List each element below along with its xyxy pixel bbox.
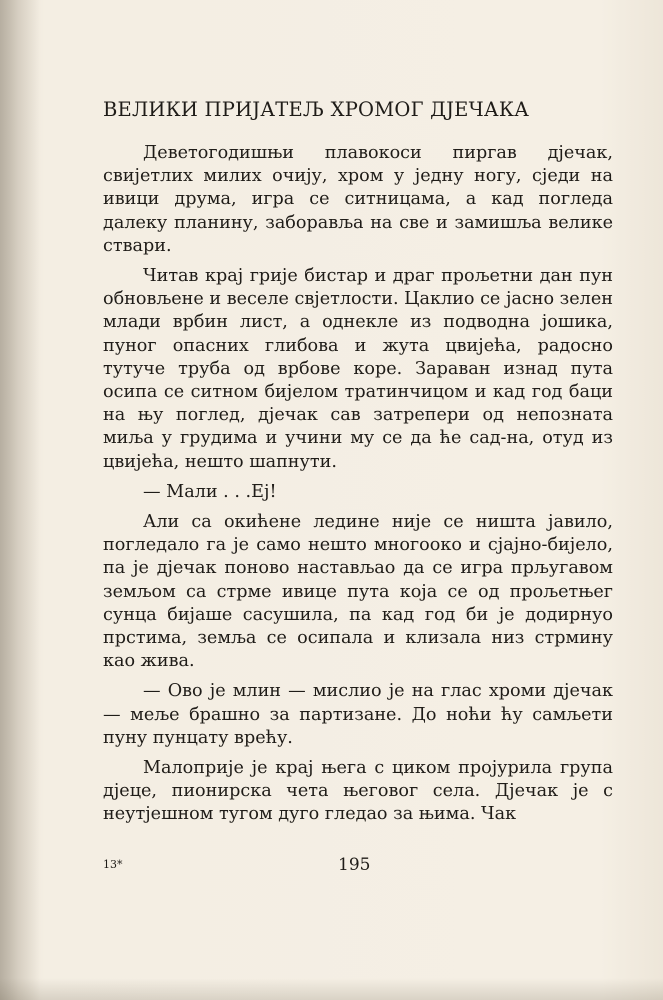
- signature-mark: 13*: [103, 858, 123, 871]
- dialogue-line: — Ово је млин — мислио је на глас хроми дјечак — меље брашно за партизане. До ноћи ћу самљети пуну пунцату врећу.: [103, 681, 613, 748]
- spine-shadow: [0, 0, 40, 1000]
- dialogue-line: — Мали . . .Ej!: [143, 481, 277, 502]
- paragraph: Читав крај грије бистар и драг прољетни дан пун обновљене и веселе свјетлости. Цаклио се јасно зелен млади врбин лист, а однекле из подводна јошика, пуног опасних глибова и жута цвијећа, радосно тутуче труба од врбове коре. Зараван изнад пута осипа се ситном бијелом тратинчицом и кад год баци на њу поглед, дјечак сав затрепери од непозната миља у грудима и учини му се да ће сад-на, отуд из цвијећа, нешто шапнути.: [103, 266, 613, 472]
- paragraph: Деветогодишњи плавокоси пиргав дјечак, свијетлих милих очију, хром у једну ногу, сједи на ивици друма, игра се ситницама, а кад погледа далеку планину, заборавља на све и замишља велике ствари.: [103, 143, 613, 256]
- chapter-body: [103, 142, 613, 834]
- page-bottom-edge: [0, 978, 663, 1000]
- paragraph: Малоприје је крај њега с циком пројурила група дјеце, пионирска чета његовог села. Дјечак је с неутјешном тугом дуго гледао за њима. Чак: [103, 758, 613, 825]
- page-number: 195: [338, 855, 371, 875]
- paragraph: Али са окићене ледине није се ништа јавило, погледало га је само нешто многооко и сјајно-бијело, па је дјечак поново настављао да се игра прљугавом земљом са стрме ивице пута која се од прољетњег сунца бијаше сасушила, па кад год би је додирнуо прстима, земља се осипала и клизала низ стрмину као жива.: [103, 512, 613, 672]
- chapter-title: ВЕЛИКИ ПРИЈАТЕЉ ХРОМОГ ДЈЕЧАКА: [103, 98, 530, 121]
